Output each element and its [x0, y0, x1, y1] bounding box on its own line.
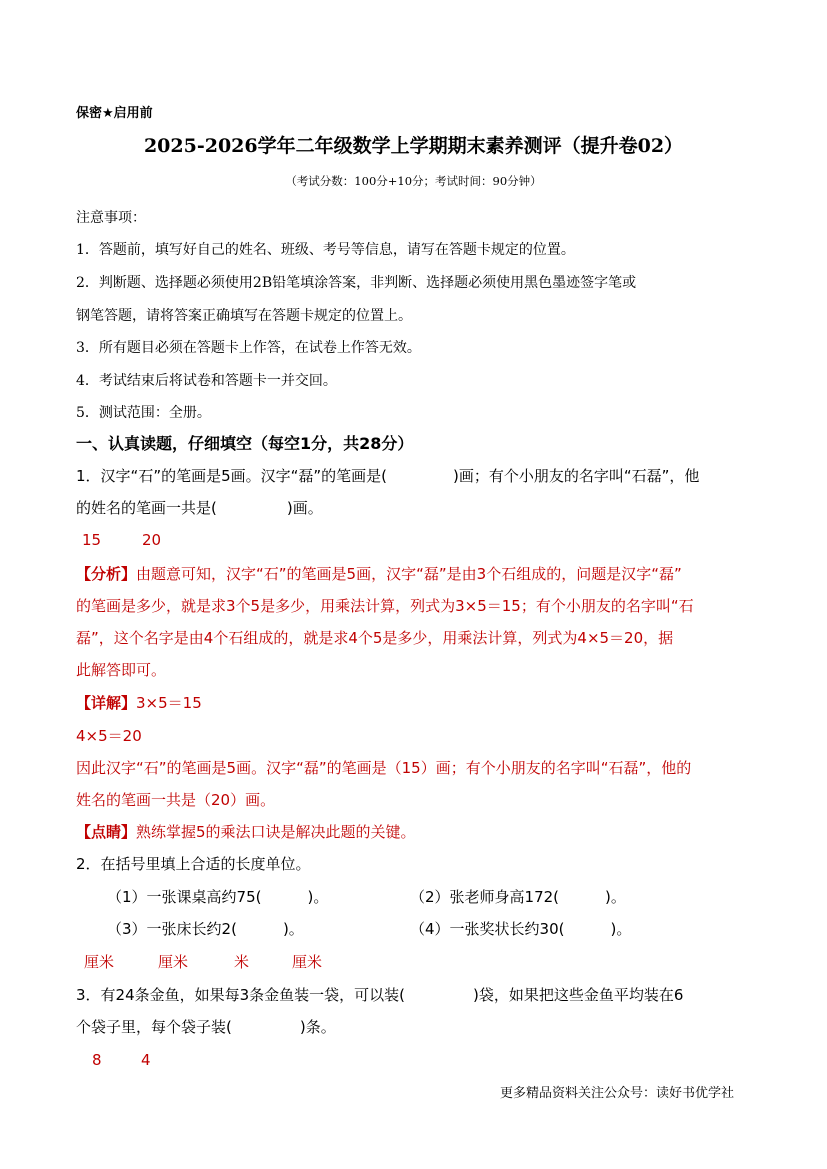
notice-item: 4．考试结束后将试卷和答题卡一并交回。 — [76, 373, 337, 389]
detail-line: 姓名的笔画一共是（20）画。 — [76, 791, 276, 809]
question-text: （4）一张奖状长约30( — [410, 920, 565, 938]
answer-value: 8 — [92, 1051, 102, 1069]
answer-value: 米 — [234, 953, 250, 971]
notice-item: 2．判断题、选择题必须使用2B铅笔填涂答案，非判断、选择题必须使用黑色墨迹签字笔或 — [76, 275, 637, 291]
question-text: )。 — [282, 920, 304, 938]
question-3-line-1 — [76, 984, 683, 1005]
notice-item: 钢笔答题，请将答案正确填写在答题卡规定的位置上。 — [76, 308, 412, 324]
question-text: （2）张老师身高172( — [410, 888, 560, 906]
exam-info: （考试分数：100分+10分；考试时间：90分钟） — [285, 174, 542, 188]
analysis-line: 的笔画是多少，就是求3个5是多少，用乘法计算，列式为3×5＝15；有个小朋友的名字叫“石 — [76, 597, 694, 615]
detail-tag: 【详解】 — [76, 694, 137, 712]
question-1-line-1 — [76, 465, 699, 486]
question-text: )。 — [610, 920, 632, 938]
notice-item: 1．答题前，填写好自己的姓名、班级、考号等信息，请写在答题卡规定的位置。 — [76, 242, 575, 258]
question-text: )。 — [307, 888, 329, 906]
answer-value: 厘米 — [292, 953, 323, 971]
question-text: 的姓名的笔画一共是( — [76, 499, 217, 517]
question-text: 3．有24条金鱼，如果每3条金鱼装一袋，可以装( — [76, 986, 406, 1004]
question-text: )画；有个小朋友的名字叫“石磊”，他 — [453, 467, 700, 485]
question-text: )画。 — [286, 499, 323, 517]
answer-value: 厘米 — [84, 953, 115, 971]
detail-line — [76, 692, 202, 713]
analysis-line: 此解答即可。 — [76, 661, 167, 679]
question-1-line-2 — [76, 497, 323, 518]
notice-heading: 注意事项： — [76, 210, 146, 226]
question-2-item-4 — [410, 918, 631, 939]
question-text: )袋，如果把这些金鱼平均装在6 — [473, 986, 684, 1004]
question-text: 个袋子里，每个袋子装( — [76, 1018, 232, 1036]
notice-item: 5．测试范围：全册。 — [76, 405, 211, 421]
analysis-line — [76, 563, 682, 584]
confidential-label: 保密★启用前 — [76, 106, 153, 121]
question-2-item-3 — [107, 918, 304, 939]
question-text: )条。 — [299, 1018, 336, 1036]
notice-item: 3．所有题目必须在答题卡上作答，在试卷上作答无效。 — [76, 340, 421, 356]
question-text: （3）一张床长约2( — [107, 920, 237, 938]
analysis-text: 由题意可知，汉字“石”的笔画是5画，汉字“磊”是由3个石组成的，问题是汉字“磊” — [136, 565, 682, 583]
question-text: 1．汉字“石”的笔画是5画。汉字“磊”的笔画是( — [76, 467, 388, 485]
question-2-item-2 — [410, 886, 626, 907]
question-2-stem: 2．在括号里填上合适的长度单位。 — [76, 855, 311, 873]
question-text: （1）一张课桌高约75( — [107, 888, 262, 906]
question-3-line-2 — [76, 1016, 336, 1037]
analysis-tag: 【分析】 — [76, 565, 137, 583]
point-line — [76, 821, 416, 842]
page-title: 2025-2026学年二年级数学上学期期末素养测评（提升卷02） — [143, 135, 684, 157]
detail-text: 3×5＝15 — [136, 694, 202, 712]
question-2-item-1 — [107, 886, 328, 907]
point-text: 熟练掌握5的乘法口诀是解决此题的关键。 — [136, 823, 416, 841]
answer-value: 4 — [141, 1051, 151, 1069]
detail-line: 4×5＝20 — [76, 727, 142, 745]
analysis-line: 磊”，这个名字是由4个石组成的，就是求4个5是多少，用乘法计算，列式为4×5＝20，据 — [76, 629, 674, 647]
question-text: )。 — [605, 888, 626, 906]
answer-value: 15 — [82, 531, 102, 549]
detail-line: 因此汉字“石”的笔画是5画。汉字“磊”的笔画是（15）画；有个小朋友的名字叫“石磊”，他的 — [76, 759, 692, 777]
point-tag: 【点睛】 — [76, 823, 137, 841]
section-heading: 一、认真读题，仔细填空（每空1分，共28分） — [76, 434, 414, 453]
answer-value: 厘米 — [158, 953, 189, 971]
footer-note: 更多精品资料关注公众号：读好书优学社 — [500, 1086, 735, 1101]
answer-value: 20 — [142, 531, 162, 549]
